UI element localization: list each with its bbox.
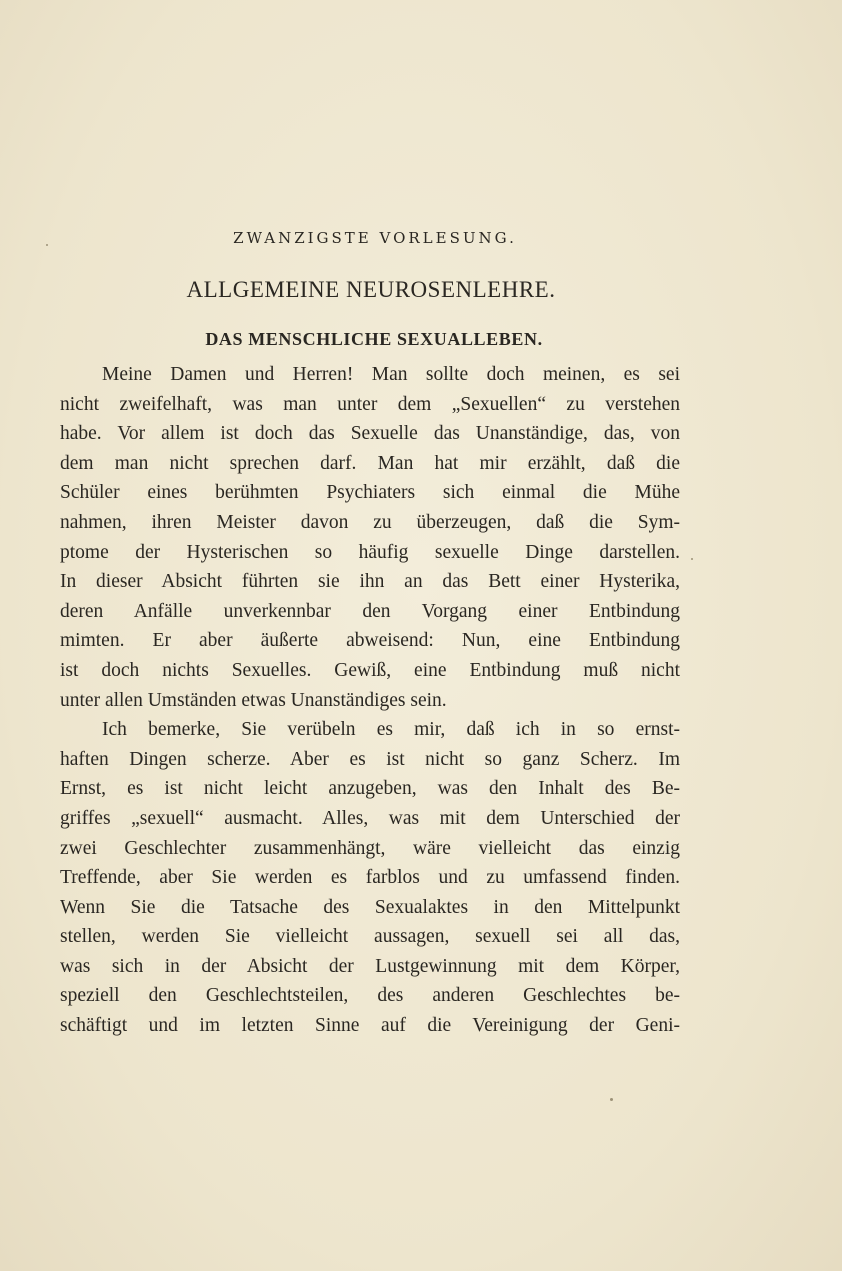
text-line: mimten. Er aber äußerte abweisend: Nun, eine Entbindung [60,630,680,652]
lecture-number: ZWANZIGSTE VORLESUNG. [233,229,517,247]
text-line: Meine Damen und Herren! Man sollte doch meinen, es sei [102,364,680,385]
text-line: habe. Vor allem ist doch das Sexuelle das Unanständige, das, von [60,423,680,445]
text-line: haften Dingen scherze. Aber es ist nicht so ganz Scherz. Im [60,748,680,770]
paper-speck [610,1098,613,1101]
text-line: nicht zweifelhaft, was man unter dem „Sexuellen“ zu verstehen [60,393,680,415]
text-line: ptome der Hysterischen so häufig sexuelle Dinge darstellen. [60,541,680,563]
text-line: dem man nicht sprechen darf. Man hat mir erzählt, daß die [60,452,680,474]
section-title: DAS MENSCHLICHE SEXUALLEBEN. [205,329,543,349]
text-line: Schüler eines berühmten Psychiaters sich einmal die Mühe [60,482,680,504]
text-line: nahmen, ihren Meister davon zu überzeugen, daß die Sym- [60,511,680,533]
body-text [60,360,680,1041]
text-line: zwei Geschlechter zusammenhängt, wäre vielleicht das einzig [60,837,680,859]
paragraph-2 [60,715,680,1041]
text-line: In dieser Absicht führten sie ihn an das Bett einer Hysterika, [60,571,680,593]
text-line: Ich bemerke, Sie verübeln es mir, daß ich in so ernst- [102,719,680,741]
text-line: Ernst, es ist nicht leicht anzugeben, was den Inhalt des Be- [60,778,680,800]
text-line: schäftigt und im letzten Sinne auf die Vereinigung der Geni- [60,1015,680,1037]
text-line: speziell den Geschlechtsteilen, des anderen Geschlechtes be- [60,985,680,1007]
text-line: ist doch nichts Sexuelles. Gewiß, eine Entbindung muß nicht [60,659,680,681]
text-line: Wenn Sie die Tatsache des Sexualaktes in den Mittelpunkt [60,896,680,918]
text-line: was sich in der Absicht der Lustgewinnung mit dem Körper, [60,955,680,977]
text-line: stellen, werden Sie vielleicht aussagen, sexuell sei all das, [60,926,680,948]
text-line: unter allen Umständen etwas Unanständiges sein. [60,689,447,711]
paper-speck [46,244,48,246]
paper-speck [691,558,693,560]
text-line: Treffende, aber Sie werden es farblos und zu umfassend finden. [60,867,680,889]
text-line: griffes „sexuell“ ausmacht. Alles, was mit dem Unterschied der [60,807,680,829]
text-line: deren Anfälle unverkennbar den Vorgang einer Entbindung [60,600,680,622]
main-title: ALLGEMEINE NEUROSENLEHRE. [186,277,556,302]
paragraph-1 [60,360,680,715]
page-text [60,228,680,1041]
